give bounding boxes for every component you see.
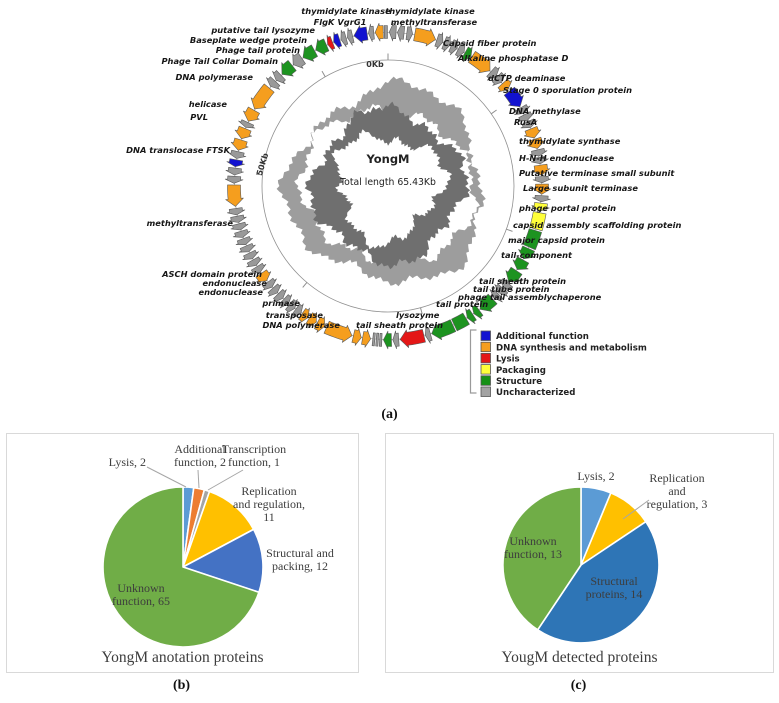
genome-label: Phage Tail Collar Domain <box>161 56 278 66</box>
scale-label-50kb: 50Kb <box>254 151 271 177</box>
pie-data-label: Lysis, 2 <box>577 469 615 483</box>
pie-data-label: packing, 12 <box>272 559 328 573</box>
genome-label: Stage 0 sporulation protein <box>503 85 633 95</box>
legend-swatch <box>481 331 491 341</box>
legend-swatch <box>481 342 491 352</box>
genome-label: H-N-H endonuclease <box>519 153 615 163</box>
gene-arrow <box>243 107 259 121</box>
gene-arrow <box>334 32 342 49</box>
scale-tick <box>506 229 512 231</box>
pie-data-label: Replication <box>241 484 297 498</box>
gene-arrow <box>379 333 382 346</box>
genome-label: PVL <box>190 112 208 122</box>
detected-pie-chart <box>386 434 773 672</box>
gene-arrow <box>414 28 436 46</box>
genome-label: tail tube protein <box>473 284 550 294</box>
genome-label: phage portal protein <box>519 203 617 213</box>
gene-arrow <box>236 236 253 244</box>
genome-label: Alkaline phosphatase D <box>458 53 569 63</box>
genome-label: Phage tail protein <box>215 45 300 55</box>
genome-label: helicase <box>188 99 227 109</box>
genome-label: ASCH domain protein <box>162 269 262 279</box>
gene-arrow <box>435 33 443 50</box>
legend-swatch <box>481 353 491 363</box>
legend-item-label: Uncharacterized <box>496 388 576 399</box>
pie-data-label: Lysis, 2 <box>108 455 146 469</box>
annotation-pie-chart <box>7 434 358 672</box>
genome-label: capsid assembly scaffolding protein <box>513 220 682 230</box>
genome-label: methyltransferase <box>390 17 478 27</box>
gene-arrow <box>233 229 250 237</box>
gene-arrow <box>229 150 246 158</box>
leader-line <box>147 467 186 487</box>
genome-label: thymidylate synthase <box>519 136 621 146</box>
leader-line <box>208 470 243 490</box>
pie-data-label: Transcription <box>221 442 287 456</box>
genome-label: thymidylate kinase <box>301 6 391 16</box>
genome-label: DNA polymerase <box>175 72 253 82</box>
gene-arrow <box>225 176 243 183</box>
gene-arrow <box>383 331 391 349</box>
genome-label: FlgK VgrG1 <box>313 17 367 27</box>
pie-data-label: Structural and <box>266 546 334 560</box>
genome-label: tail sheath protein <box>356 320 444 330</box>
leader-line <box>198 470 199 488</box>
scale-label-0kb: 0Kb <box>366 60 384 69</box>
pie-data-label: Replication <box>649 471 705 485</box>
genome-label: putative tail lysozyme <box>211 25 315 35</box>
genome-label: DNA polymerase <box>262 320 340 330</box>
genome-label: major capsid protein <box>508 235 605 245</box>
pie-data-label: proteins, 14 <box>585 587 643 601</box>
legend-item-label: Lysis <box>496 354 520 365</box>
genome-label: Putative terminase small subunit <box>519 168 675 178</box>
genome-label: phage tail assemblychaperone <box>458 292 602 302</box>
genome-label: tail sheath protein <box>479 276 567 286</box>
genome-label: methyltransferase <box>146 218 233 228</box>
caption-c: (c) <box>570 678 587 693</box>
genome-label: transposase <box>265 310 323 320</box>
legend-item-label: DNA synthesis and metabolism <box>496 343 647 354</box>
gene-arrow <box>227 159 245 167</box>
pie-data-label: Unknown <box>509 534 557 548</box>
gene-arrow <box>533 195 551 202</box>
pie-data-label: 11 <box>263 510 275 524</box>
genome-label: endonuclease <box>202 278 267 288</box>
gene-arrow <box>376 333 379 346</box>
genome-label: lysozyme <box>396 310 440 320</box>
legend-swatch <box>481 387 491 397</box>
pie-data-label: function, 13 <box>504 547 562 561</box>
gene-arrow <box>226 185 244 207</box>
pie-data-label: and <box>668 484 686 498</box>
annotation-pie-title: YongM anotation proteins <box>101 649 264 666</box>
pie-data-label: and regulation, <box>233 497 305 511</box>
caption-a: (a) <box>381 407 398 422</box>
gene-arrow <box>384 26 387 39</box>
genome-label: endonuclease <box>198 287 263 297</box>
genome-center-title: YongM <box>366 152 410 166</box>
gene-arrow <box>226 167 244 175</box>
genome-label: Capsid fiber protein <box>443 38 537 48</box>
gene-arrow <box>368 24 374 42</box>
scale-tick <box>491 110 496 114</box>
legend-item-label: Structure <box>496 377 543 387</box>
pie-data-label: function, 2 <box>174 455 226 469</box>
detected-pie-title: YougM detected proteins <box>501 649 658 666</box>
panel-annotation-pie <box>6 433 359 673</box>
legend-swatch <box>481 365 491 375</box>
legend-item-label: Additional function <box>496 332 589 343</box>
scale-tick <box>322 71 325 77</box>
genome-label: primase <box>262 298 300 308</box>
gene-arrow <box>400 329 425 347</box>
pie-data-label: regulation, 3 <box>646 497 708 511</box>
genome-label: dCTP deaminase <box>488 73 566 83</box>
genome-label: Large subunit terminase <box>523 183 638 193</box>
gene-arrow <box>406 25 413 43</box>
genome-label: RusA <box>514 117 538 127</box>
pie-data-label: function, 1 <box>228 455 280 469</box>
gene-arrow <box>375 23 383 41</box>
genome-label: Baseplate wedge protein <box>189 35 307 45</box>
gene-arrow <box>235 126 252 139</box>
genome-center-subtitle: Total length 65.43Kb <box>340 177 436 188</box>
gene-arrow <box>231 138 248 150</box>
gene-arrow <box>251 84 274 109</box>
gene-arrow <box>362 330 371 348</box>
gene-arrow <box>352 328 361 345</box>
scale-tick <box>303 282 307 287</box>
panel-detected-pie <box>385 433 774 673</box>
gene-arrow <box>354 26 368 43</box>
genome-label: DNA methylase <box>509 106 581 116</box>
gene-arrow <box>393 331 399 349</box>
pie-data-label: function, 65 <box>112 594 170 608</box>
legend-item-label: Packaging <box>496 365 546 376</box>
pie-data-label: Additional <box>174 442 226 456</box>
pie-data-label: Structural <box>590 574 638 588</box>
genome-label: tail protein <box>436 299 489 309</box>
legend-swatch <box>481 376 491 386</box>
caption-b: (b) <box>172 678 191 693</box>
gene-arrow <box>316 39 329 55</box>
gene-arrow <box>303 45 318 61</box>
pie-data-label: Unknown <box>117 581 165 595</box>
gene-arrow <box>231 222 248 230</box>
genome-label: tail-component <box>501 250 573 260</box>
gene-arrow <box>372 333 375 346</box>
gene-arrow <box>227 208 245 215</box>
legend-bracket <box>471 330 477 393</box>
genome-label: DNA translocase FTSK <box>126 145 230 155</box>
genome-label: thymidylate kinase <box>385 6 475 16</box>
